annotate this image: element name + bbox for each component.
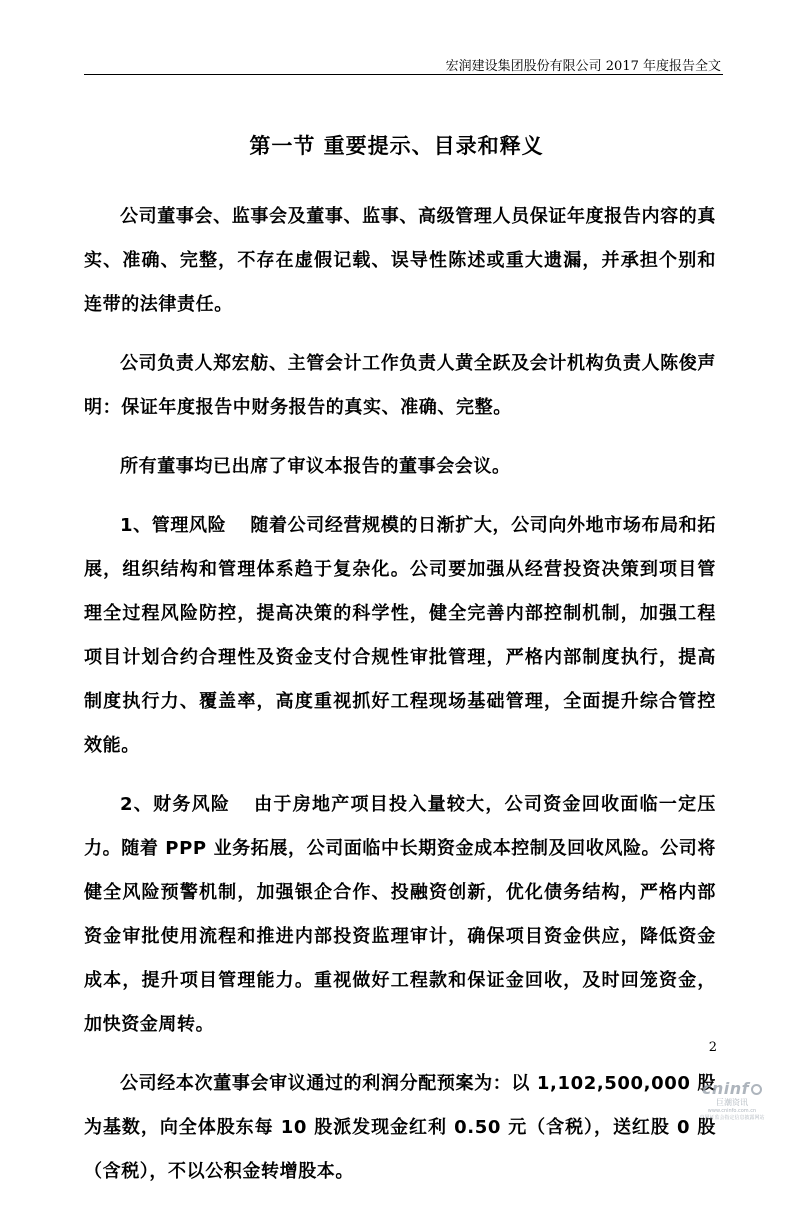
risk-management — [84, 504, 716, 768]
risk-financial-text: 由于房地产项目投入量较大，公司资金回收面临一定压力。随着 PPP 业务拓展，公司面临中长期资金成本控制及回收风险。公司将健全风险预警机制，加强银企合作、投融资创新，优化债务结构，严格内部资金审批使用流程和推进内部投资监理审计，确保项目资金供应，降低资金成本，提升项目管理能力。重视做好工程款和保证金回收，及时回笼资金，加快资金周转。 — [84, 794, 716, 1035]
risk-management-text: 随着公司经营规模的日渐扩大，公司向外地市场布局和拓展，组织结构和管理体系趋于复杂化。公司要加强从经营投资决策到项目管理全过程风险防控，提高决策的科学性，健全完善内部控制机制，加强工程项目计划合约合理性及资金支付合规性审批管理，严格内部制度执行，提高制度执行力、覆盖率，高度重视抓好工程现场基础管理，全面提升综合管控效能。 — [84, 515, 717, 756]
cninfo-logo: cninf — [687, 1080, 777, 1098]
risk-financial-lead: 2、财务风险 — [120, 794, 231, 815]
watermark-brand: 巨潮资讯 — [716, 1098, 748, 1107]
document-body — [84, 195, 716, 1209]
watermark-url: www.cninfo.com.cn — [707, 1108, 757, 1114]
responsibility-statement: 公司董事会、监事会及董事、监事、高级管理人员保证年度报告内容的真实、准确、完整，不存在虚假记载、误导性陈述或重大遗漏，并承担个别和连带的法律责任。 — [84, 206, 716, 315]
header-divider — [84, 74, 723, 75]
risk-management-lead: 1、管理风险 — [120, 515, 227, 536]
board-attendance: 所有董事均已出席了审议本报告的董事会会议。 — [120, 456, 511, 477]
officers-declaration: 公司负责人郑宏舫、主管会计工作负责人黄全跃及会计机构负责人陈俊声明：保证年度报告中财务报告的真实、准确、完整。 — [84, 353, 716, 418]
risk-financial — [84, 783, 716, 1047]
swirl-icon — [751, 1084, 762, 1095]
watermark-tagline: 中国证监会指定信息披露网站 — [699, 1115, 765, 1121]
section-title: 第一节 重要提示、目录和释义 — [249, 134, 544, 158]
report-header: 宏润建设集团股份有限公司 2017 年度报告全文 — [445, 59, 721, 74]
cninfo-watermark — [687, 1080, 777, 1122]
dividend-plan: 公司经本次董事会审议通过的利润分配预案为：以 1,102,500,000 股为基数，向全体股东每 10 股派发现金红利 0.50 元（含税），送红股 0 股（含税），不以公积金转增股本。 — [84, 1073, 716, 1182]
page-number: 2 — [708, 1040, 717, 1055]
